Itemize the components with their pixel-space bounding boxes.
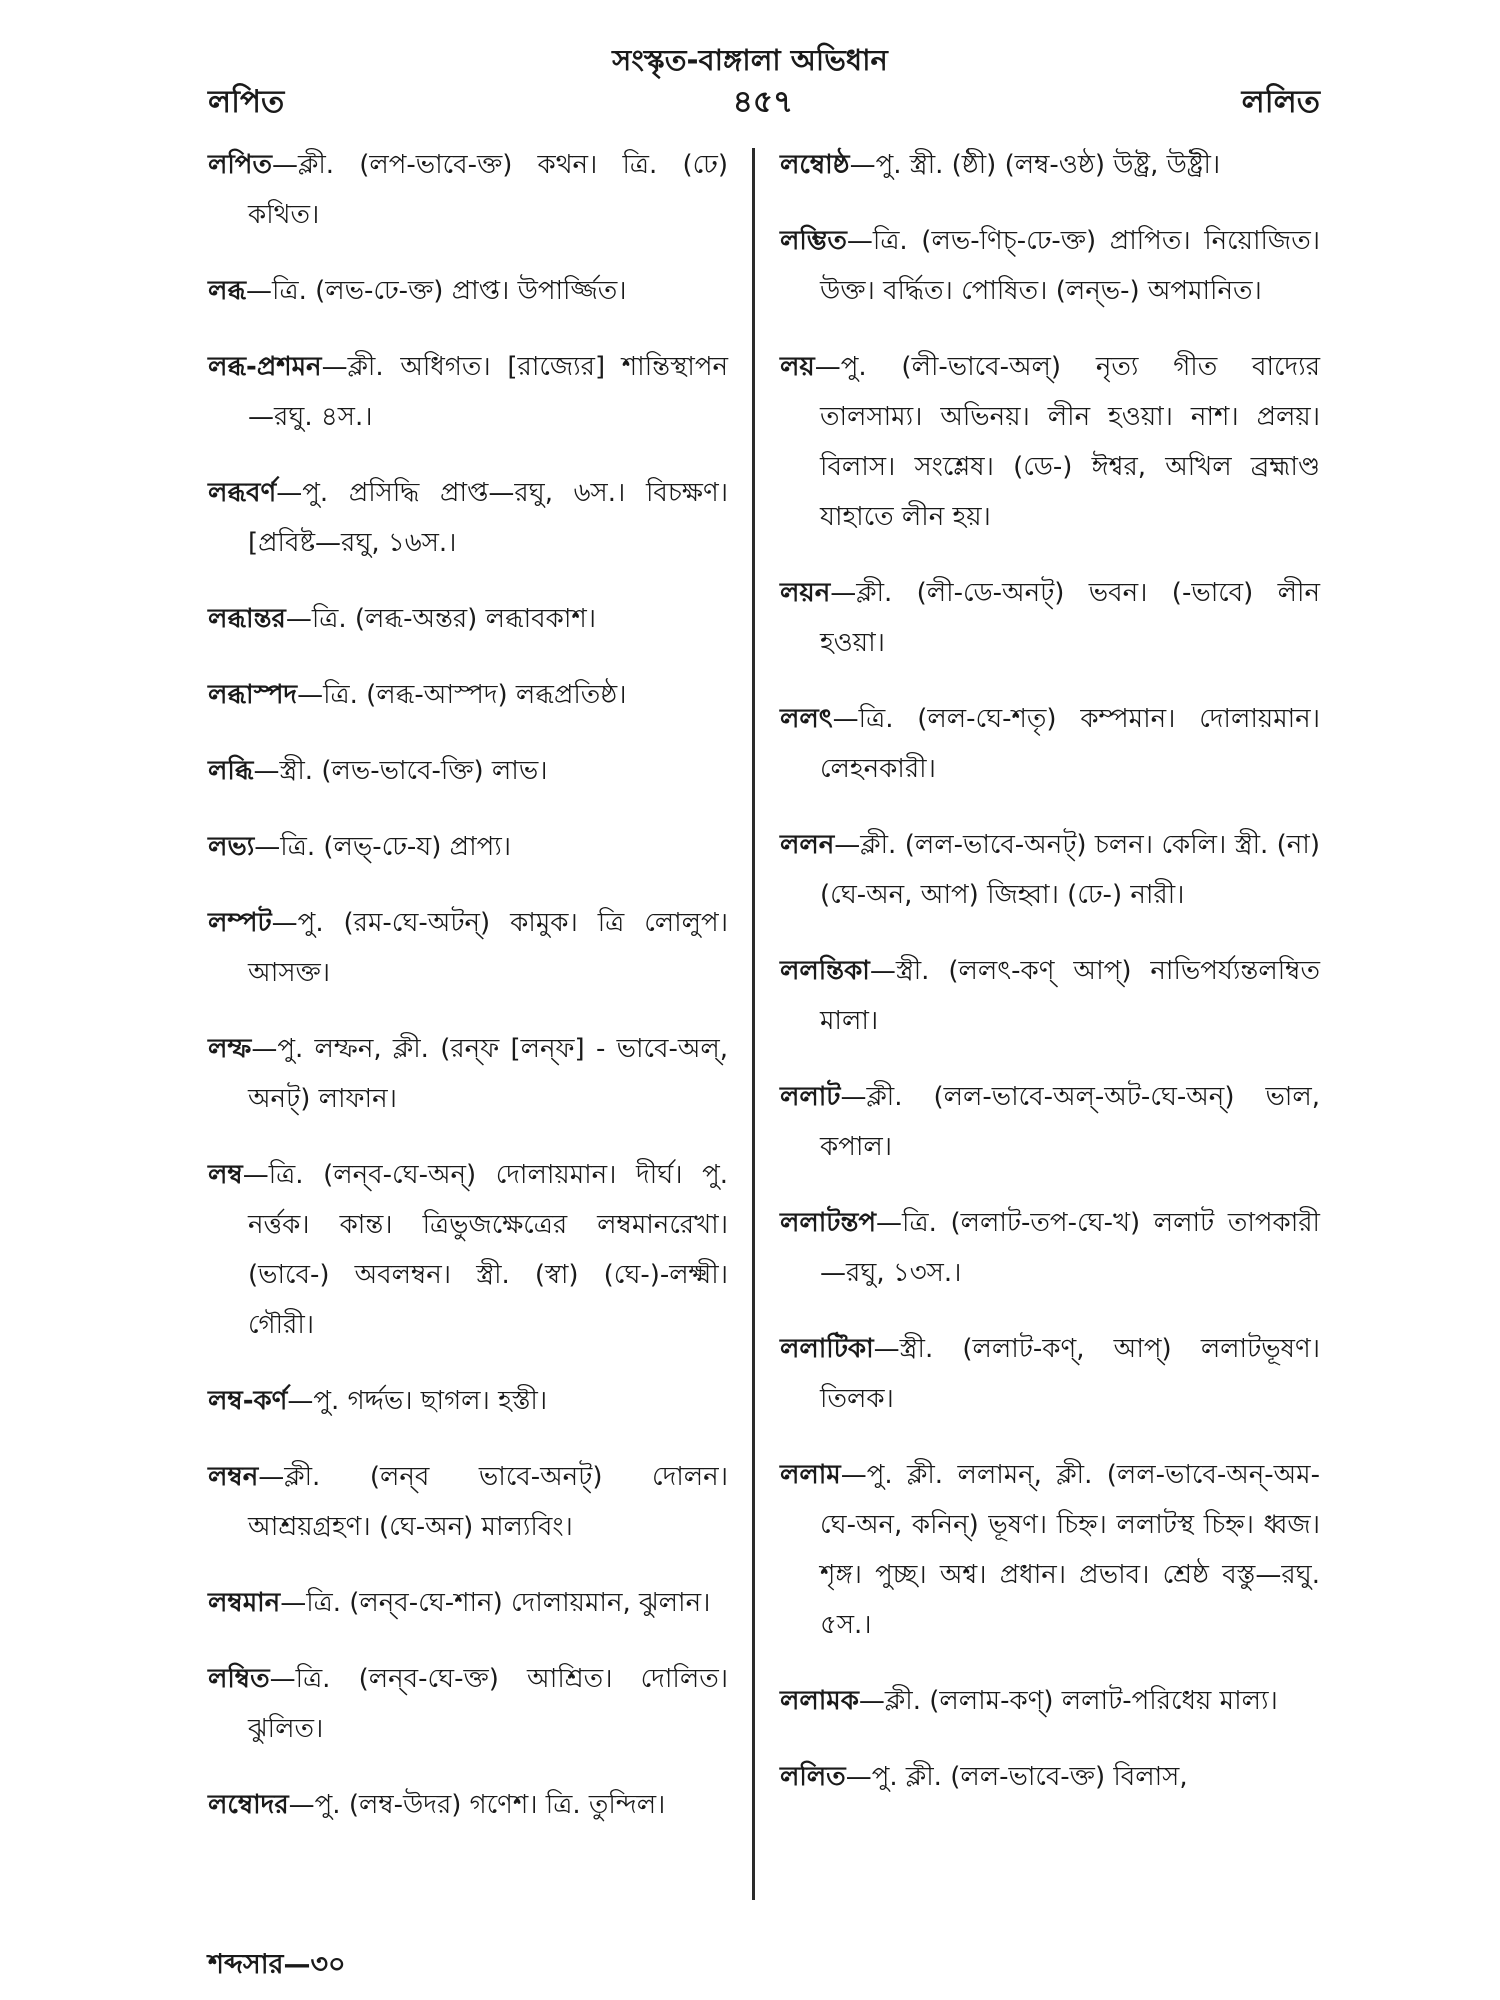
entry-headword: ললৎ [780,704,833,734]
entry-definition: —ত্রি. (লন্‌ব-ঘে-অন্) দোলায়মান। দীর্ঘ। পু. নর্ত্তক। কান্ত। ত্রিভুজক্ষেত্রের লম্বমানরেখা। (ভাবে-) অবলম্বন। স্ত্রী. (স্বা) (ঘে-)-লক্ষ্মী। গৌরী। [242,1160,728,1340]
left-column [208,140,728,1856]
entry-definition: —ক্লী. (ললাম-কণ্) ললাট-পরিধেয় মাল্য। [858,1686,1278,1716]
entry-definition: —পু. (লী-ভাবে-অল্) নৃত্য গীত বাদ্যের তালসাম্য। অভিনয়। লীন হওয়া। নাশ। প্রলয়। বিলাস। সংশ্লেষ। (ডে-) ঈশ্বর, অখিল ব্রহ্মাণ্ড যাহাতে লীন হয়। [814,352,1320,532]
column-divider [752,148,755,1900]
entry-definition: —ত্রি. (লব্ধ-আস্পদ) লব্ধপ্রতিষ্ঠ। [297,680,627,710]
entry-definition: —ক্লী. অধিগত। [রাজ্যের] শান্তিস্থাপন—রঘু. ৪স.। [248,352,728,432]
entry-definition: —ত্রি. (লভ্-ঢে-য) প্রাপ্য। [254,832,512,862]
guide-word-left: লপিত [208,84,285,120]
entry-definition: —স্ত্রী. (ললৎ-কণ্ আপ্) নাভিপর্য্যন্তলম্বিত মালা। [820,956,1320,1036]
dictionary-entry [780,1198,1320,1298]
entry-definition: —ক্লী. (লী-ডে-অনট্) ভবন। (-ভাবে) লীন হওয়া। [820,578,1320,658]
entry-definition: —স্ত্রী. (লভ-ভাবে-ক্তি) লাভ। [253,756,548,786]
right-column [780,140,1320,1828]
entry-definition: —ক্লী. (লল-ভাবে-অল্-অট-ঘে-অন্) ভাল, কপাল। [820,1082,1320,1162]
dictionary-entry [208,1780,728,1830]
entry-headword: লম্পট [208,908,272,938]
entry-headword: ললামক [780,1686,859,1716]
entry-headword: ললাম [780,1460,841,1490]
dictionary-entry [780,1324,1320,1424]
dictionary-entry [208,266,728,316]
page-title: সংস্কৃত-বাঙ্গালা অভিধান [612,43,888,77]
entry-definition: —ক্লী. (লল-ভাবে-অনট্) চলন। কেলি। স্ত্রী. (না) (ঘে-অন, আপ) জিহ্বা। (ঢে-) নারী। [820,830,1320,910]
entry-definition: —ত্রি. (লভ-ণিচ্-ঢে-ক্ত) প্রাপিত। নিয়োজিত। উক্ত। বর্দ্ধিত। পোষিত। (লন্‌ভ-) অপমানিত। [820,226,1320,306]
dictionary-entry [208,1578,728,1628]
entry-headword: লম্ফ [208,1034,252,1064]
entry-definition: —পু. (লম্ব-উদর) গণেশ। ত্রি. তুন্দিল। [288,1790,666,1820]
entry-headword: লব্ধ-প্রশমন [208,352,322,382]
dictionary-entry [780,342,1320,542]
entry-headword: লব্ধি [208,756,254,786]
entry-headword: লম্ব [208,1160,243,1190]
entry-headword: লব্ধ [208,276,247,306]
dictionary-entry [208,1452,728,1552]
page-footer: শব্দসার—৩০ [208,1949,346,1980]
entry-definition: —ত্রি. (লন্‌ব-ঘে-ক্ত) আশ্রিত। দোলিত। ঝুলিত। [248,1664,728,1744]
dictionary-entry [208,140,728,240]
entry-definition: —পু. স্ত্রী. (ষ্ঠী) (লম্ব-ওষ্ঠ) উষ্ট্র, উষ্ট্রী। [849,150,1221,180]
entry-headword: লয়ন [780,578,831,608]
entry-definition: —পু. ক্লী. ললামন্, ক্লী. (লল-ভাবে-অন্-অম-ঘে-অন, কনিন্) ভূষণ। চিহ্ন। ললাটস্থ চিহ্ন। ধ্বজ। শৃঙ্গ। পুচ্ছ। অশ্ব। প্রধান। প্রভাব। শ্রেষ্ঠ বস্তু—রঘু. ৫স.। [820,1460,1320,1640]
dictionary-entry [208,898,728,998]
dictionary-entry [208,1024,728,1124]
entry-headword: লব্ধাস্পদ [208,680,298,710]
entry-headword: লম্বোদর [208,1790,289,1820]
dictionary-entry [208,594,728,644]
dictionary-entry [208,342,728,442]
entry-headword: লম্বিত [208,1664,270,1694]
dictionary-entry [780,1072,1320,1172]
dictionary-entry [780,140,1320,190]
entry-headword: লম্ভিত [780,226,847,256]
entry-headword: লম্ব-কর্ণ [208,1386,288,1416]
entry-definition: —ত্রি. (লভ-ঢে-ক্ত) প্রাপ্ত। উপার্জ্জিত। [246,276,627,306]
entry-definition: —পু. ক্লী. (লল-ভাবে-ক্ত) বিলাস, [845,1762,1188,1792]
entry-headword: লম্বমান [208,1588,281,1618]
entry-definition: —ক্লী. (লপ-ভাবে-ক্ত) কথন। ত্রি. (ঢে) কথিত। [248,150,728,230]
dictionary-entry [780,694,1320,794]
entry-headword: ললাটন্তপ [780,1208,877,1238]
entry-headword: ললাট [780,1082,841,1112]
entry-definition: —ত্রি. (লব্ধ-অন্তর) লব্ধাবকাশ। [285,604,597,634]
entry-definition: —পু. গর্দ্দভ। ছাগল। হস্তী। [287,1386,548,1416]
guide-word-right: ললিত [1241,84,1320,120]
entry-headword: লপিত [208,150,272,180]
entry-definition: —ক্লী. (লন্‌ব ভাবে-অনট্) দোলন। আশ্রয়গ্রহণ। (ঘে-অন) মাল্যবিং। [248,1462,728,1542]
dictionary-entry [208,746,728,796]
dictionary-entry [780,946,1320,1046]
dictionary-entry [780,1450,1320,1650]
entry-definition: —ত্রি. (লল-ঘে-শতৃ) কম্পমান। দোলায়মান। লেহনকারী। [820,704,1320,784]
entry-headword: ললন্তিকা [780,956,870,986]
entry-definition: —পু. (রম-ঘে-অটন্) কামুক। ত্রি লোলুপ। আসক্ত। [248,908,728,988]
dictionary-entry [780,216,1320,316]
entry-headword: লভ্য [208,832,255,862]
entry-headword: লব্ধান্তর [208,604,286,634]
dictionary-entry [208,670,728,720]
page-number: ৪৫৭ [732,84,794,120]
dictionary-entry [780,1676,1320,1726]
dictionary-entry [208,1376,728,1426]
dictionary-entry [780,820,1320,920]
running-head [208,84,1320,124]
dictionary-entry [780,568,1320,668]
dictionary-entry [780,1752,1320,1802]
entry-definition: —ত্রি. (ললাট-তপ-ঘে-খ) ললাট তাপকারী—রঘু, ১৩স.। [820,1208,1320,1288]
dictionary-entry [208,1654,728,1754]
entry-headword: ললন [780,830,835,860]
dictionary-entry [208,468,728,568]
entry-headword: লব্ধবর্ণ [208,478,277,508]
entry-definition: —ত্রি. (লন্‌ব-ঘে-শান) দোলায়মান, ঝুলান। [280,1588,711,1618]
entry-definition: —পু. প্রসিদ্ধি প্রাপ্ত—রঘু, ৬স.। বিচক্ষণ। [প্রবিষ্ট—রঘু, ১৬স.। [248,478,728,558]
entry-headword: ললাটিকা [780,1334,874,1364]
entry-headword: লয় [780,352,815,382]
entry-headword: লম্বন [208,1462,259,1492]
entry-headword: লম্বোষ্ঠ [780,150,850,180]
dictionary-entry [208,822,728,872]
entry-headword: ললিত [780,1762,846,1792]
entry-definition: —স্ত্রী. (ললাট-কণ্, আপ্) ললাটভূষণ। তিলক। [820,1334,1320,1414]
entry-definition: —পু. লম্ফন, ক্লী. (রন্‌ফ [লন্‌ফ] - ভাবে-অল্, অনট্) লাফান। [248,1034,728,1114]
dictionary-entry [208,1150,728,1350]
